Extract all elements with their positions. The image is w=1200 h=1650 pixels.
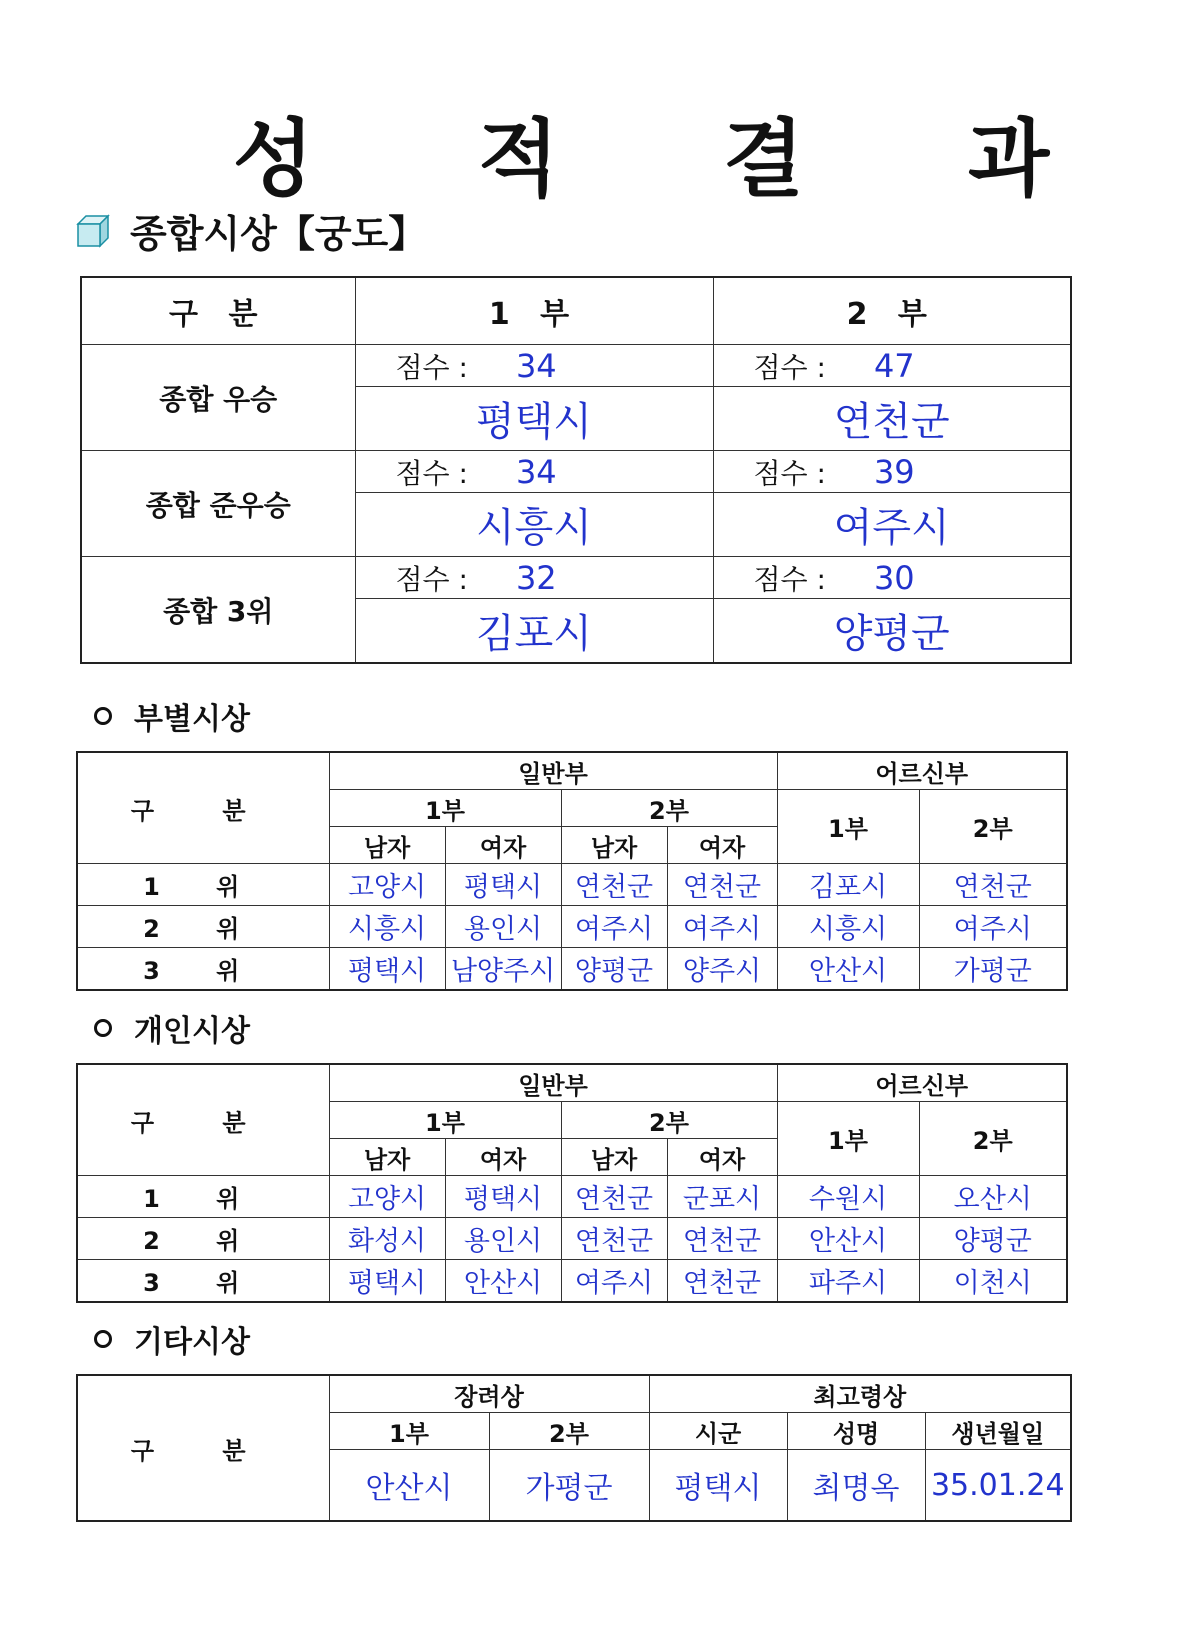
score-value: 47 [873,346,915,385]
header-senior-div1: 1부 [777,1102,919,1176]
table-header-row [77,752,1067,790]
title-char: 성 [232,110,396,208]
cell-value: 가평군 [919,948,1067,991]
cell-value: 안산시 [329,1450,489,1522]
city-value: 김포시 [355,599,713,664]
individual-award-table [76,1063,1068,1303]
header-senior-div2: 2부 [919,1102,1067,1176]
cell-value: 평택시 [445,864,561,906]
header-gubun: 구 분 [77,752,329,864]
title-char: 적 [477,110,641,208]
header-male: 남자 [561,1139,667,1176]
cell-value: 가평군 [489,1450,649,1522]
header-male: 남자 [329,827,445,864]
cell-value: 평택시 [649,1450,787,1522]
title-char: 과 [968,110,1132,208]
header-senior-div2: 2부 [919,790,1067,864]
table-row [77,948,1067,991]
table-row [77,864,1067,906]
header-female: 여자 [445,1139,561,1176]
table-row [81,451,1071,493]
rank-label: 1 위 [77,1176,329,1218]
cell-value: 연천군 [561,864,667,906]
cell-value: 연천군 [667,1218,777,1260]
cell-value: 최명옥 [787,1450,925,1522]
section-subtitle: 개인시상 [134,1014,250,1049]
circle-bullet-icon [94,1019,112,1037]
header-div2: 2 부 [713,277,1071,345]
score-label: 점수 : [395,562,468,596]
score-cell [713,345,1071,387]
score-value: 32 [515,558,557,597]
overall-award-table [80,276,1072,664]
cube-icon [76,214,110,248]
cell-value: 수원시 [777,1176,919,1218]
city-value: 연천군 [713,387,1071,451]
section-heading-individual [94,1006,250,1050]
header-general: 일반부 [329,1064,777,1102]
division-award-table [76,751,1068,991]
header-male: 남자 [561,827,667,864]
section-heading-overall [76,203,426,258]
page-title [0,92,1200,213]
cell-value: 평택시 [329,948,445,991]
cell-value: 화성시 [329,1218,445,1260]
table-header-row [81,277,1071,345]
header-female: 여자 [667,827,777,864]
header-div2: 2부 [561,790,777,827]
rank-label: 2 위 [77,1218,329,1260]
city-value: 여주시 [713,493,1071,557]
row-label: 종합 3위 [81,557,355,664]
header-name: 성명 [787,1413,925,1450]
score-label: 점수 : [753,350,826,384]
cell-value: 35.01.24 [925,1450,1071,1522]
rank-label: 3 위 [77,948,329,991]
cell-value: 이천시 [919,1260,1067,1303]
cell-value: 용인시 [445,1218,561,1260]
cell-value: 안산시 [445,1260,561,1303]
header-dob: 생년월일 [925,1413,1071,1450]
header-general: 일반부 [329,752,777,790]
cell-value: 평택시 [329,1260,445,1303]
header-senior-div1: 1부 [777,790,919,864]
header-div1: 1부 [329,1413,489,1450]
header-gubun: 구 분 [77,1064,329,1176]
header-div1: 1부 [329,1102,561,1139]
cell-value: 양평군 [561,948,667,991]
header-div2: 2부 [489,1413,649,1450]
section-subtitle: 부별시상 [134,702,250,737]
cell-value: 여주시 [919,906,1067,948]
cell-value: 양평군 [919,1218,1067,1260]
cell-value: 군포시 [667,1176,777,1218]
header-div1: 1부 [329,790,561,827]
table-header-row [77,1375,1071,1413]
table-row [77,1176,1067,1218]
score-cell [355,557,713,599]
header-div1: 1 부 [355,277,713,345]
cell-value: 용인시 [445,906,561,948]
city-value: 양평군 [713,599,1071,664]
score-value: 30 [873,558,915,597]
cell-value: 시흥시 [777,906,919,948]
header-gubun: 구 분 [77,1375,329,1521]
score-cell [355,451,713,493]
header-gubun: 구 분 [81,277,355,345]
cell-value: 평택시 [445,1176,561,1218]
score-label: 점수 : [395,350,468,384]
table-row [77,906,1067,948]
cell-value: 안산시 [777,1218,919,1260]
city-value: 평택시 [355,387,713,451]
cell-value: 연천군 [667,1260,777,1303]
score-label: 점수 : [753,562,826,596]
score-label: 점수 : [395,456,468,490]
table-row [77,1218,1067,1260]
cell-value: 여주시 [561,906,667,948]
table-row [81,557,1071,599]
score-value: 39 [873,452,915,491]
section-heading-other [94,1317,250,1361]
cell-value: 양주시 [667,948,777,991]
header-encouragement: 장려상 [329,1375,649,1413]
header-city: 시군 [649,1413,787,1450]
cell-value: 여주시 [561,1260,667,1303]
header-male: 남자 [329,1139,445,1176]
score-value: 34 [515,346,557,385]
header-div2: 2부 [561,1102,777,1139]
rank-label: 1 위 [77,864,329,906]
score-value: 34 [515,452,557,491]
cell-value: 파주시 [777,1260,919,1303]
table-row [77,1260,1067,1303]
cell-value: 고양시 [329,864,445,906]
table-row [81,345,1071,387]
cell-value: 연천군 [919,864,1067,906]
header-female: 여자 [667,1139,777,1176]
header-oldest: 최고령상 [649,1375,1071,1413]
cell-value: 여주시 [667,906,777,948]
city-value: 시흥시 [355,493,713,557]
cell-value: 오산시 [919,1176,1067,1218]
rank-label: 2 위 [77,906,329,948]
title-char: 결 [723,110,887,208]
section-heading-division [94,694,250,738]
section-title: 종합시상【궁도】 [130,212,427,256]
header-female: 여자 [445,827,561,864]
score-cell [713,557,1071,599]
header-senior: 어르신부 [777,752,1067,790]
cell-value: 연천군 [667,864,777,906]
section-subtitle: 기타시상 [134,1325,250,1360]
cell-value: 시흥시 [329,906,445,948]
row-label: 종합 우승 [81,345,355,451]
table-header-row [77,1064,1067,1102]
cell-value: 남양주시 [445,948,561,991]
other-award-table [76,1374,1072,1522]
cell-value: 고양시 [329,1176,445,1218]
circle-bullet-icon [94,707,112,725]
header-senior: 어르신부 [777,1064,1067,1102]
cell-value: 김포시 [777,864,919,906]
cell-value: 연천군 [561,1176,667,1218]
score-label: 점수 : [753,456,826,490]
circle-bullet-icon [94,1330,112,1348]
score-cell [355,345,713,387]
score-cell [713,451,1071,493]
rank-label: 3 위 [77,1260,329,1303]
row-label: 종합 준우승 [81,451,355,557]
cell-value: 연천군 [561,1218,667,1260]
cell-value: 안산시 [777,948,919,991]
